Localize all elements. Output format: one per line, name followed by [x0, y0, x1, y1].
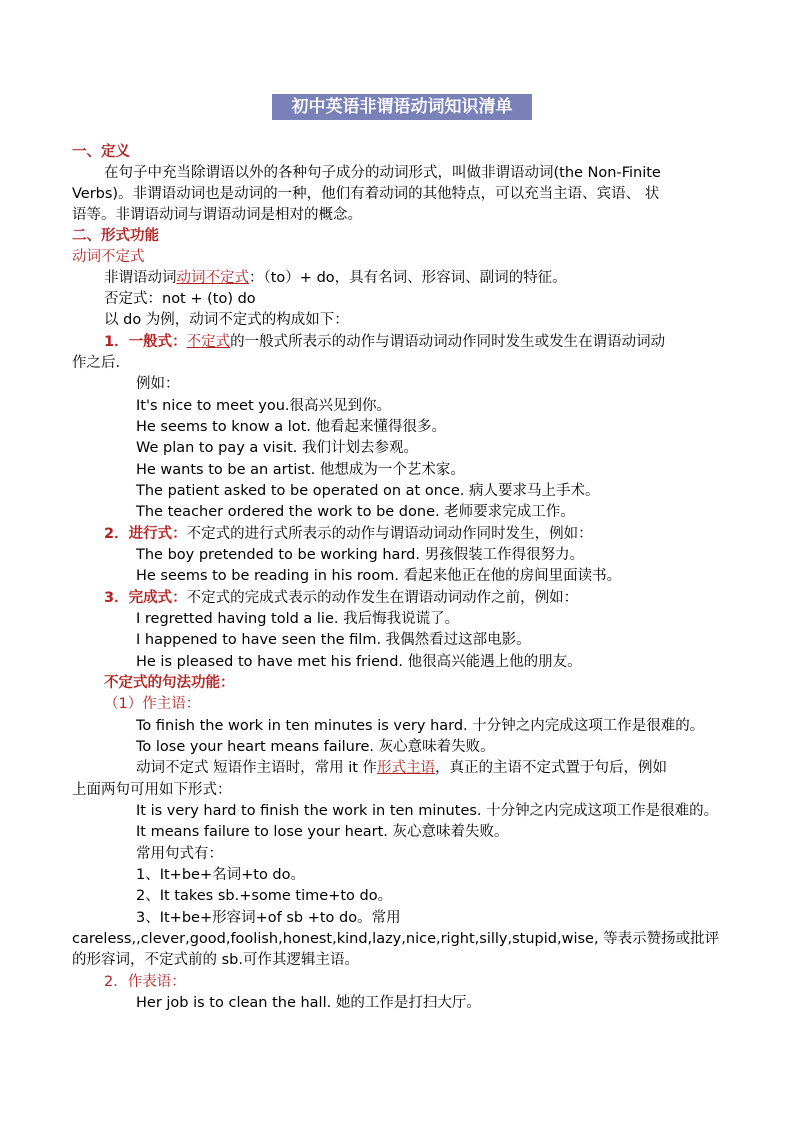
example-sentence: It means failure to lose your heart. 灰心意味着失败。: [136, 824, 509, 840]
formal-subject-link[interactable]: 形式主语: [377, 760, 436, 776]
definition-paragraph-line: 在句子中充当除谓语以外的各种句子成分的动词形式，叫做非谓语动词(the Non-Finite: [104, 165, 661, 181]
example-sentence: I regretted having told a lie. 我后悔我说谎了。: [136, 611, 460, 627]
example-sentence: The patient asked to be operated on at once. 病人要求马上手术。: [136, 483, 600, 499]
general-form-continuation: 作之后.: [72, 355, 121, 371]
definition-paragraph-line: Verbs)。非谓语动词也是动词的一种，他们有着动词的其他特点，可以充当主语、宾语、 状: [72, 186, 660, 202]
text: ：（to）+ do，具有名词、形容词、副词的特征。: [249, 270, 567, 286]
text: 动词不定式 短语作主语时，常用 it 作: [136, 760, 378, 776]
example-sentence: The teacher ordered the work to be done. 老师要求完成工作。: [136, 504, 575, 520]
infinitive-definition-line: [104, 268, 567, 288]
example-sentence: He is pleased to have met his friend. 他很高兴能遇上他的朋友。: [136, 654, 582, 670]
perfect-form-line: [104, 588, 578, 608]
pattern-item: 3、It+be+形容词+of sb +to do。常用: [136, 910, 401, 926]
as-subject-heading: （1）作主语：: [104, 696, 201, 712]
text: 的一般式所表示的动作与谓语动词动作同时发生或发生在谓语动词动: [230, 334, 666, 350]
pattern-item: 2、It takes sb.+some time+to do。: [136, 888, 393, 904]
pattern-item-continuation: 的形容词，不定式前的 sb.可作其逻辑主语。: [72, 952, 359, 968]
general-form-line: [104, 332, 665, 352]
text: 非谓语动词: [104, 270, 177, 286]
text: 不定式的进行式所表示的动作与谓语动词动作同时发生，例如：: [186, 526, 593, 542]
as-predicative-heading: 2．作表语：: [104, 974, 186, 990]
example-sentence: He seems to be reading in his room. 看起来他正在他的房间里面读书。: [136, 568, 622, 584]
perfect-form-label: 3．完成式：: [104, 590, 187, 606]
infinitive-link[interactable]: 不定式: [186, 334, 231, 350]
example-sentence: He seems to know a lot. 他看起来懂得很多。: [136, 419, 447, 435]
progressive-form-line: [104, 524, 593, 544]
example-sentence: It's nice to meet you.很高兴见到你。: [136, 398, 392, 414]
negative-form-line: 否定式：not + (to) do: [104, 291, 256, 307]
general-form-label: 1．一般式：: [104, 334, 187, 350]
progressive-form-label: 2．进行式：: [104, 526, 187, 542]
pattern-item: 1、It+be+名词+to do。: [136, 867, 306, 883]
pattern-item-continuation: careless,,clever,good,foolish,honest,kind,lazy,nice,right,silly,stupid,wise, 等表示赞扬或批评: [72, 931, 720, 947]
example-sentence: To lose your heart means failure. 灰心意味着失败。: [136, 739, 495, 755]
section-heading-definition: 一、定义: [72, 143, 130, 160]
definition-paragraph-line: 语等。非谓语动词与谓语动词是相对的概念。: [72, 207, 362, 223]
infinitive-link[interactable]: 动词不定式: [176, 270, 249, 286]
formal-subject-note-continuation: 上面两句可用如下形式：: [72, 782, 232, 798]
formal-subject-note: [136, 758, 667, 778]
text: ，真正的主语不定式置于句后，例如: [435, 760, 668, 776]
document-title: 初中英语非谓语动词知识清单: [272, 94, 532, 120]
text: 不定式的完成式表示的动作发生在谓语动词动作之前，例如：: [186, 590, 579, 606]
structure-intro-line: 以 do 为例，动词不定式的构成如下：: [104, 312, 349, 328]
example-label: 例如：: [136, 376, 180, 392]
example-sentence: Her job is to clean the hall. 她的工作是打扫大厅。: [136, 995, 481, 1011]
example-sentence: The boy pretended to be working hard. 男孩假装工作得很努力。: [136, 547, 585, 563]
example-sentence: We plan to pay a visit. 我们计划去参观。: [136, 440, 418, 456]
example-sentence: I happened to have seen the film. 我偶然看过这部电影。: [136, 632, 531, 648]
syntax-function-heading: 不定式的句法功能：: [104, 675, 235, 691]
subheading-infinitive: 动词不定式: [72, 249, 145, 265]
example-sentence: He wants to be an artist. 他想成为一个艺术家。: [136, 462, 465, 478]
example-sentence: To finish the work in ten minutes is very hard. 十分钟之内完成这项工作是很难的。: [136, 718, 705, 734]
section-heading-form-function: 二、形式功能: [72, 227, 159, 244]
common-patterns-label: 常用句式有：: [136, 846, 223, 862]
example-sentence: It is very hard to finish the work in ten minutes. 十分钟之内完成这项工作是很难的。: [136, 803, 719, 819]
